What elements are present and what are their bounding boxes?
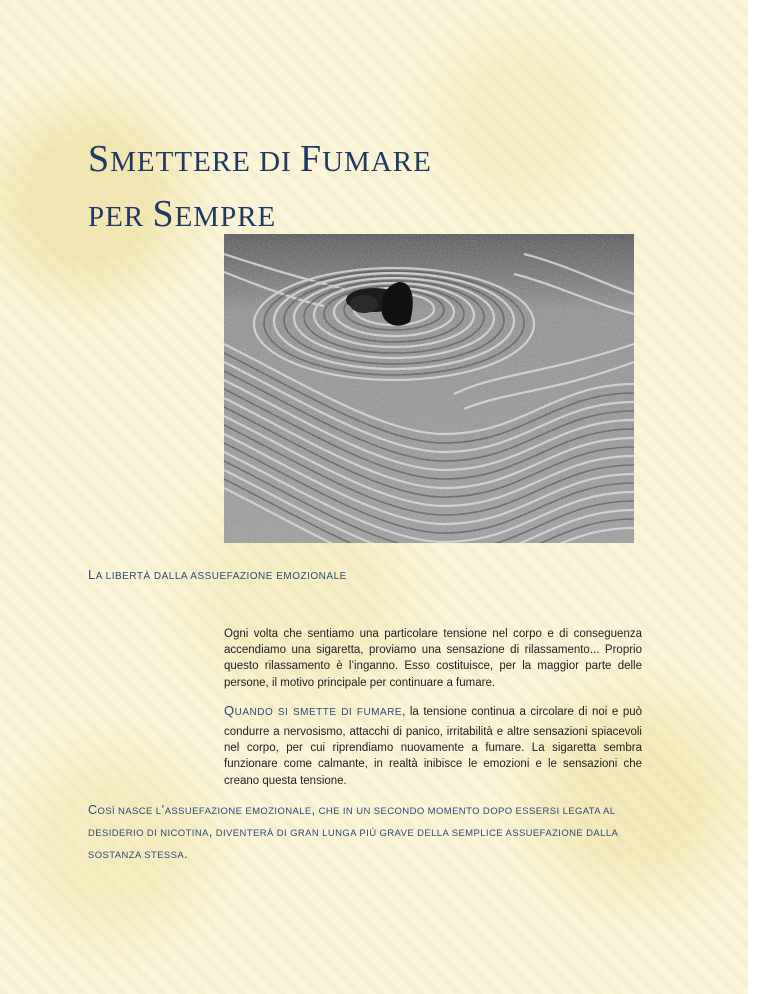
title-line-1: SMETTERE DI FUMARE [88, 138, 432, 180]
document-title [88, 133, 432, 243]
paragraph-1: Ogni volta che sentiamo una particolare tensione nel corpo e di conseguenza accendiamo una sigaretta, proviamo una sensazione di rilassamento... Proprio questo rilassamento è l’inganno. Esso costituisce, per la maggior parte delle persone, il motivo principale per continuare a fumare. [224, 628, 642, 689]
title-line-2: PER SEMPRE [88, 193, 277, 235]
paragraph-2-lead: QUANDO SI SMETTE DI FUMARE [224, 703, 403, 718]
paragraph-2: QUANDO SI SMETTE DI FUMARE, la tensione continua a circolare di noi e può condurre a nervosismo, attacchi di panico, irritabilità e altre sensazioni spiacevoli nel corpo, per cui riprendiamo nuovamente a fumare. La sigaretta sembra funzionare come calmante, in realtà inibisce le emozioni e le sensazioni che creano questa tensione. [224, 703, 643, 787]
closing-statement: COSÌ NASCE L’ASSUEFAZIONE EMOZIONALE, CHE IN UN SECONDO MOMENTO DOPO ESSERSI LEGATA AL DESIDERIO DI NICOTINA, DIVENTERÀ DI GRAN LUNGA PIÙ GRAVE DELLA SEMPLICE ASSUEFAZIONE DALLA SOSTANZA STESSA. [88, 803, 618, 861]
page-margin-strip [748, 0, 768, 994]
zen-garden-photo [224, 234, 634, 543]
section-heading: LA LIBERTÀ DALLA ASSUEFAZIONE EMOZIONALE [88, 567, 347, 582]
